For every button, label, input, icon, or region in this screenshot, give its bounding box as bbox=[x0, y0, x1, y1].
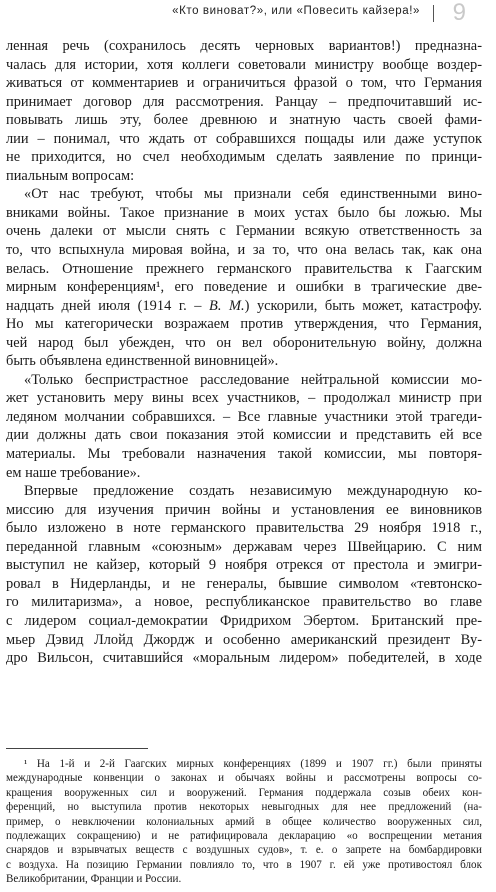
page-number: 9 bbox=[452, 0, 466, 26]
text-line: «От нас требуют, чтобы мы признали себя единственными вино- bbox=[24, 186, 482, 203]
text-line: миссию для изучения причин войны и установления ее виновников bbox=[6, 501, 482, 518]
footnote-line: кращения вооруженных сил и вооружений. Германия поддержала созыв обеих кон- bbox=[6, 786, 482, 799]
text-line: ем наше требование». bbox=[6, 464, 141, 481]
text-line: Но мы категорически возражаем против утверждения, что Германия, bbox=[6, 316, 482, 333]
text-line: ледяном молчании собравшихся. – Все главные участники этой трагеди- bbox=[6, 408, 482, 425]
running-head bbox=[0, 0, 480, 26]
text-line: не приходится, но счел необходимым сделать заявление по принци- bbox=[6, 149, 482, 166]
text-line: то, что вспыхнула мировая война, и за то, что она велась так, как она bbox=[6, 242, 482, 259]
text-line: выступил не кайзер, который 9 ноября отрекся от престола и эмигри- bbox=[6, 557, 482, 574]
text-line: жет установить меру вины всех участников, – продолжал министр при bbox=[6, 390, 482, 407]
header-divider bbox=[433, 5, 434, 22]
text-line: принимает договор для рассмотрения. Ранцау – предпочитавший ис- bbox=[6, 93, 482, 110]
text-line: «Только беспристрастное расследование нейтральной комиссии мо- bbox=[24, 371, 482, 388]
text-line: очень далеки от мысли снять с Германии всякую ответственность за bbox=[6, 223, 482, 240]
text-line: Впервые предложение создать независимую международную ко- bbox=[24, 483, 482, 500]
footnotes bbox=[6, 757, 482, 887]
text-line: повывать лишь эту, более древнюю и знатную часть своей фами- bbox=[6, 112, 482, 129]
text-line: го милитаризма», а новое, республиканское правительство во главе bbox=[6, 594, 482, 611]
text-line: быть объявлена единственной виновницей». bbox=[6, 353, 279, 370]
footnote-line: международные конвенции о законах и обычаях войны и рассмотрены вопросы со- bbox=[6, 772, 482, 785]
text-line: мирным конференциям¹, его поведение и ошибки в трагические две- bbox=[6, 279, 482, 296]
text-line: надцать дней июля (1914 г. – В. М.) ускорили, быть может, катастрофу. bbox=[6, 297, 483, 314]
text-line: ленная речь (сохранилось десять черновых вариантов!) предназна- bbox=[6, 38, 482, 54]
text-line: ровал в Нидерланды, и не генералы, бывшие символом «тевтонско- bbox=[6, 575, 482, 592]
footnote-divider bbox=[6, 748, 148, 749]
text-line: чалась для истории, хотя коллеги советовали министру вообще воздер- bbox=[6, 56, 482, 73]
text-line: мьер Дэвид Ллойд Джордж и особенно американский президент Ву- bbox=[6, 631, 482, 648]
text-line: дии должны дать свои показания этой комиссии и представить ей все bbox=[6, 427, 482, 444]
footnote-line: снарядов и взрывчатых веществ с воздушных судов», т. е. о запрете на бомбардировки bbox=[6, 844, 482, 857]
footnote-line: подлежащих сокращению) и не ратифицировала декларацию «о воспрещении метания bbox=[6, 830, 482, 843]
footnote-line: ференций, но выступила против некоторых невыгодных для нее предложений (на- bbox=[6, 801, 482, 814]
text-line: дро Вильсон, считавшийся «моральным лидером» победителей, в ходе bbox=[6, 650, 482, 667]
footnote-line: ¹ На 1-й и 2-й Гаагских мирных конференциях (1899 и 1907 гг.) были приняты bbox=[24, 758, 482, 770]
text-line: пиальным вопросам: bbox=[6, 167, 135, 184]
text-line: материалы. Мы требовали назначения такой комиссии, мы повторя- bbox=[6, 446, 482, 463]
footnote-line: пример, о невключении колониальных армий в общее количество вооруженных сил, bbox=[6, 815, 482, 828]
text-line: живаться от комментариев и ограничиться фразой о том, что Германия bbox=[6, 75, 482, 92]
footnote-line: с воздуха. На позицию Германии повлияло то, что в 1907 г. ей уже противостоял блок bbox=[6, 858, 482, 871]
text-line: лии – понимал, что ждать от собравшихся пощады или даже уступок bbox=[6, 130, 482, 147]
running-title: «Кто виноват?», или «Повесить кайзера!» bbox=[172, 5, 420, 17]
text-line: чей народ был убежден, что он вел оборонительную войну, должна bbox=[6, 334, 482, 351]
text-line: переданной главным «союзным» державам через Швейцарию. С ним bbox=[6, 538, 482, 555]
text-line: вниками войны. Такое признание в моих устах было бы ложью. Мы bbox=[6, 204, 482, 221]
text-line: велась. Отношение прежнего германского правительства к Гаагским bbox=[6, 260, 482, 277]
text-line: с лидером социал-демократии Фридрихом Эбертом. Британский пре- bbox=[6, 612, 482, 629]
text-line: было изложено в ноте германского правительства 29 ноября 1918 г., bbox=[6, 520, 482, 537]
main-text bbox=[6, 37, 482, 668]
footnote-line: Великобритании, Франции и России. bbox=[6, 873, 182, 886]
